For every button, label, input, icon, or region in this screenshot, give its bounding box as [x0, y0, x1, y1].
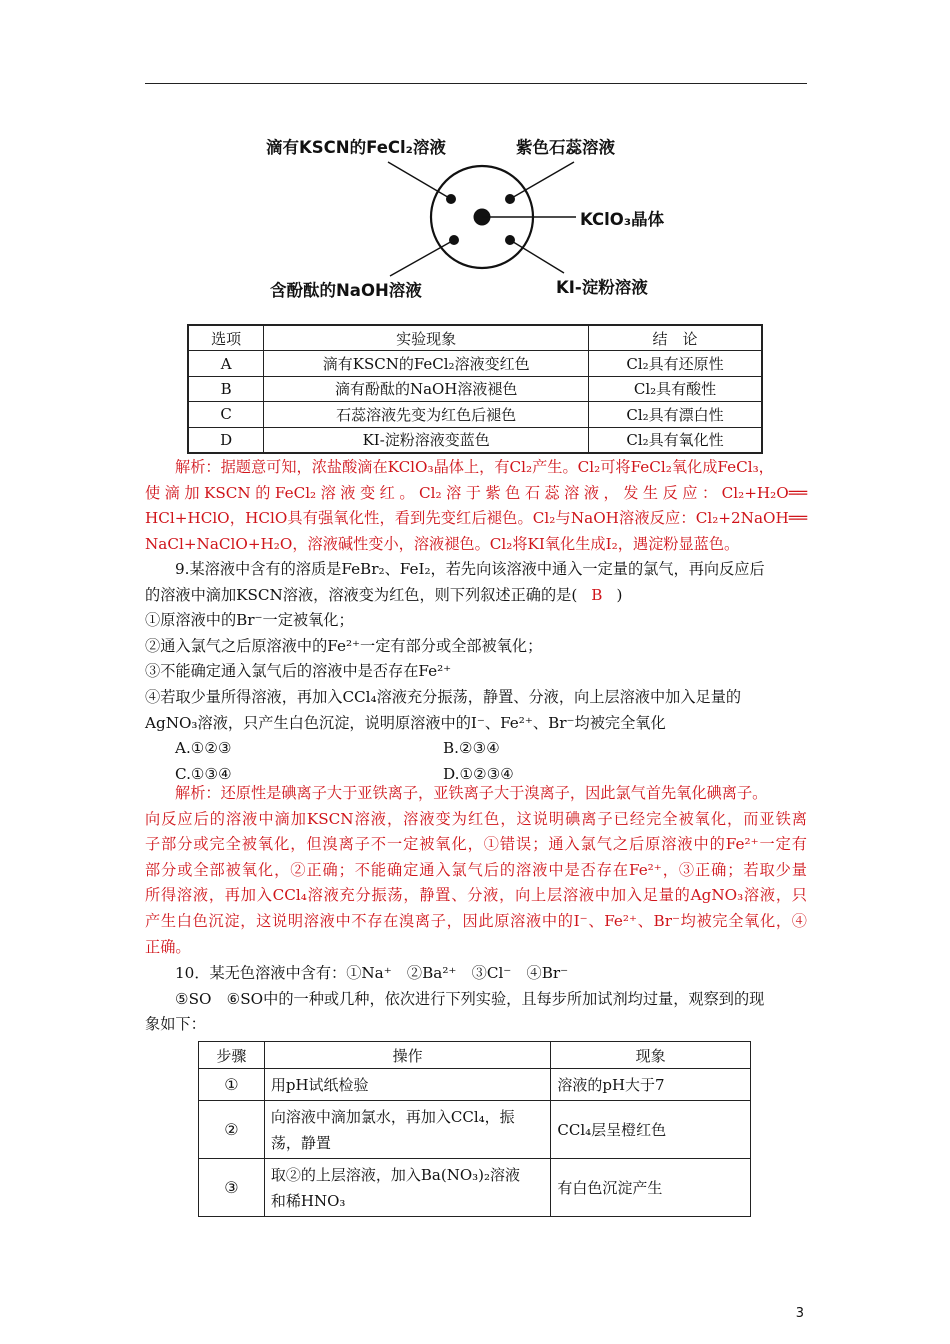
table-header-row	[188, 325, 762, 351]
q9-option-a: A.①②③	[175, 739, 232, 758]
step-cell: ③	[199, 1159, 265, 1217]
options-table	[187, 324, 763, 454]
label-kscn-fecl2: 滴有KSCN的FeCl₂溶液	[266, 138, 446, 157]
q9-stem-close: )	[616, 585, 623, 604]
operation-line: 用pH试纸检验	[270, 1076, 369, 1094]
question-10	[145, 961, 807, 1038]
table-row	[188, 402, 762, 427]
leader-naoh	[390, 240, 454, 276]
table-cell: 滴有KSCN的FeCl₂溶液变红色	[264, 351, 589, 376]
analysis-line: 子部分或完全被氧化，但溴离子不一定被氧化，①错误；通入氯气之后原溶液中的Fe²⁺一定有	[145, 835, 807, 854]
table-cell: Cl₂具有酸性	[589, 376, 762, 401]
table-cell: B	[188, 376, 264, 401]
header-rule	[145, 83, 807, 84]
header-cell: 步骤	[199, 1042, 265, 1069]
label-litmus: 紫色石蕊溶液	[516, 138, 615, 157]
header-cell: 现象	[551, 1042, 751, 1069]
q10-line: 象如下：	[145, 1015, 206, 1034]
table-cell: D	[188, 427, 264, 453]
table-cell: 石蕊溶液先变为红色后褪色	[264, 402, 589, 427]
table-cell: Cl₂具有漂白性	[589, 402, 762, 427]
header-cell: 选项	[188, 325, 264, 351]
q9-option-d: D.①②③④	[443, 764, 514, 783]
table-row	[199, 1069, 751, 1101]
phenomenon-cell: 溶液的pH大于7	[551, 1069, 751, 1101]
table-cell: 滴有酚酞的NaOH溶液褪色	[264, 376, 589, 401]
phenomenon-cell: 有白色沉淀产生	[551, 1159, 751, 1217]
analysis-line: 所得溶液，再加入CCl₄溶液充分振荡，静置、分液，向上层溶液中加入足量的AgNO₃溶液，只	[145, 886, 807, 905]
analysis-line: 部分或全部被氧化，②正确；不能确定通入氯气后的溶液中是否存在Fe²⁺，③正确；若取少量	[145, 860, 807, 879]
analysis-line: 解析：据题意可知，浓盐酸滴在KClO₃晶体上，有Cl₂产生。Cl₂可将FeCl₂氧化成FeCl₃，	[175, 458, 774, 476]
reaction-diagram	[262, 128, 682, 303]
table-row	[199, 1159, 751, 1217]
table-row	[188, 351, 762, 376]
operation-line: 荡，静置	[270, 1133, 331, 1152]
label-ki-starch: KI-淀粉溶液	[556, 278, 648, 297]
table-cell: Cl₂具有还原性	[589, 351, 762, 376]
table-row	[188, 376, 762, 401]
operation-cell	[264, 1101, 550, 1159]
question-9	[145, 557, 807, 787]
table-cell: C	[188, 402, 264, 427]
operation-cell	[264, 1069, 550, 1101]
step-cell: ②	[199, 1101, 265, 1159]
phenomenon-cell: CCl₄层呈橙红色	[551, 1101, 751, 1159]
q9-answer: B	[591, 585, 603, 604]
table-row	[199, 1101, 751, 1159]
analysis-q9	[145, 781, 807, 960]
leader-litmus	[510, 162, 574, 199]
q9-options-row	[145, 736, 807, 762]
steps-table	[198, 1041, 751, 1217]
analysis-line: 向反应后的溶液中滴加KSCN溶液，溶液变为红色，这说明碘离子已经完全被氧化，而亚铁离	[145, 809, 807, 828]
operation-line: 向溶液中滴加氯水，再加入CCl₄，振	[270, 1107, 515, 1126]
label-kclo3: KClO₃晶体	[580, 210, 665, 229]
table-row	[188, 427, 762, 453]
q9-item: ②通入氯气之后原溶液中的Fe²⁺一定有部分或全部被氧化；	[145, 636, 543, 655]
step-cell: ①	[199, 1069, 265, 1101]
q9-item: ①原溶液中的Br⁻一定被氧化；	[145, 611, 354, 630]
q9-item: ④若取少量所得溶液，再加入CCl₄溶液充分振荡，静置、分液，向上层溶液中加入足量的	[145, 687, 742, 706]
analysis-line: 使滴加KSCN的FeCl₂溶液变红。Cl₂溶于紫色石蕊溶液，发生反应：Cl₂+H₂O══	[145, 483, 807, 502]
leader-kscn	[388, 162, 451, 199]
q9-item: ③不能确定通入氯气后的溶液中是否存在Fe²⁺	[145, 662, 452, 681]
analysis-line: 解析：还原性是碘离子大于亚铁离子，亚铁离子大于溴离子，因此氯气首先氧化碘离子。	[175, 784, 768, 802]
analysis-line: HCl+HClO，HClO具有强氧化性，看到先变红后褪色。Cl₂与NaOH溶液反应：Cl₂+2NaOH══	[145, 509, 807, 528]
label-naoh: 含酚酞的NaOH溶液	[270, 281, 422, 300]
operation-line: 和稀HNO₃	[270, 1191, 346, 1210]
analysis-line: NaCl+NaClO+H₂O，溶液碱性变小，溶液褪色。Cl₂将KI氧化生成I₂，遇淀粉显蓝色。	[145, 534, 740, 553]
q9-stem-line-2	[145, 583, 807, 609]
header-cell: 结 论	[589, 325, 762, 351]
q10-line: 10．某无色溶液中含有：①Na⁺ ②Ba²⁺ ③Cl⁻ ④Br⁻	[175, 964, 569, 982]
analysis-line: 产生白色沉淀，这说明溶液中不存在溴离子，因此原溶液中的I⁻、Fe²⁺、Br⁻均被完全氧化，④	[145, 911, 807, 930]
table-cell: KI-淀粉溶液变蓝色	[264, 427, 589, 453]
header-cell: 实验现象	[264, 325, 589, 351]
operation-cell	[264, 1159, 550, 1217]
operation-line: 取②的上层溶液，加入Ba(NO₃)₂溶液	[270, 1165, 520, 1184]
q10-line: ⑤SO ⑥SO中的一种或几种，依次进行下列实验，且每步所加试剂均过量，观察到的现	[175, 989, 765, 1008]
q9-option-c: C.①③④	[175, 764, 232, 783]
q9-item: AgNO₃溶液，只产生白色沉淀，说明原溶液中的I⁻、Fe²⁺、Br⁻均被完全氧化	[145, 713, 666, 732]
table-cell: Cl₂具有氧化性	[589, 427, 762, 453]
leader-ki	[510, 240, 564, 273]
page-number: 3	[795, 1306, 804, 1321]
table-header-row	[199, 1042, 751, 1069]
q9-option-b: B.②③④	[443, 739, 500, 758]
q9-stem-line: 9.某溶液中含有的溶质是FeBr₂、FeI₂，若先向该溶液中通入一定量的氯气，再向反应后	[175, 560, 765, 578]
q9-stem-text: 的溶液中滴加KSCN溶液，溶液变为红色，则下列叙述正确的是(	[145, 585, 578, 604]
table-cell: A	[188, 351, 264, 376]
header-cell: 操作	[264, 1042, 550, 1069]
analysis-q8	[145, 455, 807, 557]
analysis-line: 正确。	[145, 937, 191, 956]
